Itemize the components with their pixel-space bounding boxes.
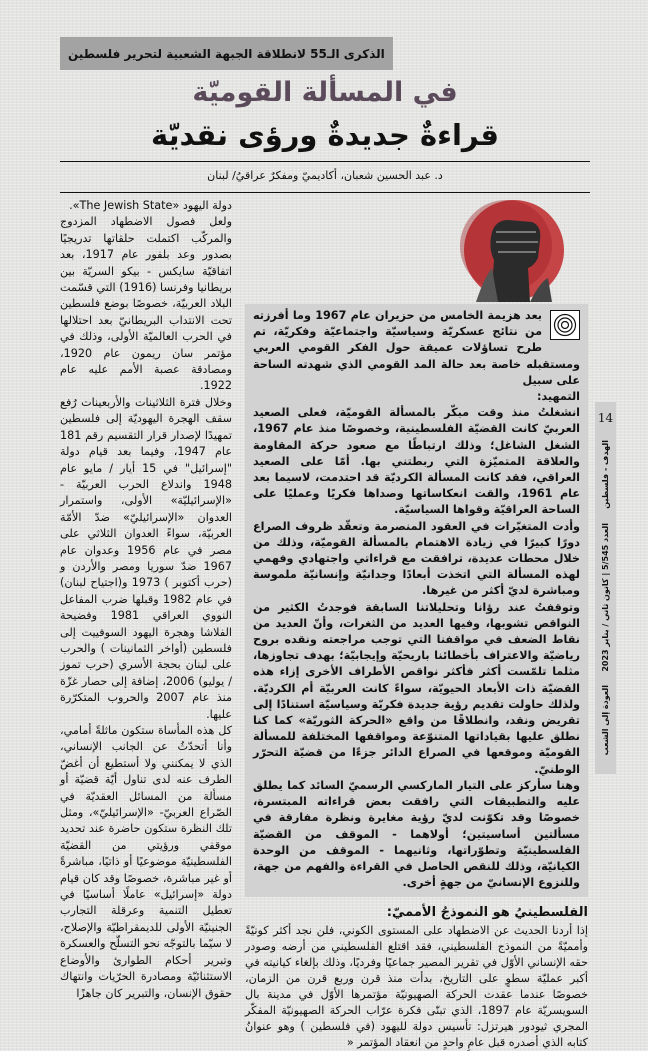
section-kicker: الذكرى الـ55 لانطلاقة الجبهة الشعبية لتحرير فلسطين: [60, 37, 393, 70]
paragraph: وتوقفتُ عند رؤانا وتحليلاتنا السابقة فوجدتُ الكثير من النواقص تشوبها، وفيها العديد من الثغرات، وأنّ العديد من نقاط الضعف في مواقفنا التي توجب مراجعته ونقده بروح رياضيّة والاعتراف بأخطائنا باريحيّة وإيجابيّة؛ بهدف تجاوزها، مثلما تلمّست أكثر فأكثر نواقص الأطراف الأخرى إزاء هذه القضيّة ذات الأبعاد الحيويّة، سواءً كانت العربيّة أم الكرديّة. ولذلك حاولت تقديم رؤية جديدة فكريّة وسياسيّة استنادًا إلى تقريض ونقد، وانطلاقًا من واقع «الحركة الثوريّة» كما كنا نطلق عليها بقياداتها المتنوّعة ومواقفها المختلفة للمسألة القوميّة وموقعها في الصراع الدائر جزءًا من قضيّة التحرّر الوطنيّ.: [253, 600, 580, 776]
divider: [60, 161, 590, 162]
issue-label: العدد 5/545 | كانون ثاني / يناير 2023: [601, 522, 610, 672]
paragraph: إذا أردنا الحديث عن الاضطهاد على المستوى الكوني، فلن نجد أكثر كونيّةً وأمميّةً من النموذج الفلسطيني، فقد اقتلع الفلسطيني من أرضه وصودر حقه الإنساني الأوّل في تقرير المصير جماعيًا وفرديًا، وذلك بإلغاء كيانيته في أكبر عمليّة سطوٍ على التاريخ، بدأت منذ قرن وربع قرن من الزمان، خصوصًا عندما عقدت الحركة الصهيونيّة مؤتمرها الأوّل في مدينة بال السويسريّة عام 1897، الذي تبنّى فكرة عرّاب الحركة الصهيونيّة المفكّر المجري ثيودور هيرتزل: تأسيس دولة لليهود (في فلسطين ) وهو عنوانُ كتابه الذي أصدره قبل عامٍ واحدٍ من انعقاد المؤتمر «: [245, 924, 589, 1050]
page-number: 14: [597, 411, 614, 425]
left-column: [60, 198, 232, 1002]
paragraph: كل هذه المأساة ستكون ماثلةً أمامي، وأنا أتحدّثُ عن الجانب الإنساني، الذي لا يمكنني ولا أستطيع أن أغضّ الطرف عنه لدى تناول أيّة قضيّة أو مسألة من المسائل العقديّة في الصّراع العربيّ- «الإسرائيليّ»، ومثل تلك النظرة ستكون حاضرة عند تحديد موقفي ورؤيتي من القضيّة الفلسطينيّة موضوعيًا أو ذاتيًا، مباشرةً أو غير مباشرة، خصوصًا وقد كان قيام دولة «إسرائيل» عاملًا أساسيًا في تعطيل التنمية وعرقلة التجارب الجنينيّة الأولى للديمقراطيّة والإصلاح، لا سيّما بالتوجّه نحو التسلّح والعسكرة وتبرير أحكام الطوارئ والأوضاع الاستثنائيّة ومصادرة الحرّيات وانتهاك حقوق الإنسان، والتبرير كان جاهزًا: [60, 724, 232, 1000]
section-heading: الفلسطينيُ هو النموذجُ الأمميّ:: [386, 905, 588, 921]
paragraph: وخلال فترة الثلاثينات والأربعينات رُفع سقف الهجرة اليهوديّة إلى فلسطين تمهيدًا لإصدار قرار التقسيم رقم 181 عام 1947، وفيما بعد قيام دولة "إسرائيل" في 15 أيار / مايو عام 1948 واندلاع الحرب العربيّة - «الإسرائيليّة» الأولى، واستمرار العدوان «الإسرائيليّ» ضدّ الأمّة العربيّة، سواءً العدوان الثلاثي على مصر في عام 1956 وعدوان عام 1967 ضدّ سوريا ومصر والأردن و (حرب أكتوبر ) 1973 و(اجتياح لبنان) في عام 1982 وقبلها ضرب المفاعل النووي العراقي 1981 وفضيحة الفلاشا وهجرة اليهود السوفييت إلى فلسطين (أواخر الثمانينات ) والحرب على لبنان بحجة الأسري (حرب تموز / يوليو) 2006، إضافة إلى حصار غزّة منذ عام 2007 والحروب المتكرّرة عليها.: [60, 395, 233, 721]
right-column: [245, 198, 588, 1051]
paragraph: انشغلتُ منذ وقت مبكّر بالمسألة القوميّة، فعلى الصعيد العربيّ كانت القضيّة الفلسطينية، وخصوصًا منذ عام 1967، الشغل الشاغل؛ وذلك ارتباطًا مع صعود حركة المقاومة والعلاقة المتميّزة التي ربطتني بها. أمّا على الصعيد العراقي، فقد كانت المسألة الكرديّة قد احتدمت، لاسيما بعد عام 1961، والقت انعكاساتها وصداها فكريًا وعمليًا على الساحة العراقيّة وقواها السياسيّة.: [253, 406, 580, 517]
paragraph: وهنا سأركز على التيار الماركسي الرسميّ السائد كما يطلق عليه والتطبيقات التي رافقت بعض قراءاته المبتسرة، خصوصًا وقد تكوّنت لديّ رؤية مغايرة ونظرة مفارقة في مسألتين أساسيتين؛ أولاهما - الموقف من القضيّة الفلسطينيّة وتطوّراتها، وثانيهما - الموقف من الوحدة الكيانيّة، وذلك للنقص الحاصل في القراءة والفهم من جهة، وللنزوع الإنسانيّ من جهةٍ أخرى.: [253, 778, 580, 890]
concentric-circles-icon: [550, 310, 580, 340]
divider: [60, 192, 590, 193]
title-line-1: في المسألة القوميّة: [192, 77, 458, 108]
raised-fist-illustration: [436, 198, 588, 302]
sidebar-strip: [595, 402, 616, 774]
article-title: [60, 72, 590, 156]
lead-paragraph: بعد هزيمة الخامس من حزيران عام 1967 وما أفرزته من نتائج عسكريّة وسياسيّة واجتماعيّة وفكريّة، تم طرح تساؤلات عميقة حول الفكر القومي العربي ومستقبله خاصة بعد حالة المد القومي الذي شهدته الساحة على سبيل: [253, 309, 580, 387]
title-line-2: قراءةٌ جديدةٌ ورؤى نقديّة: [151, 118, 499, 152]
paragraph: دولة اليهود «The Jewish State».: [69, 199, 232, 212]
intro-box: [245, 304, 588, 897]
sidebar-section-name: العودة إلى الشعب: [601, 685, 610, 756]
paragraph: ولعل فصول الاضطهاد المزدوج والمركّب اكتملت حلقاتها تدريجيًا بصدور وعد بلفور عام 1917، بعد اتفاقيّة سايكس - بيكو السريّة بين بريطانيا وفرنسا (1916) التي قسّمت البلاد العربيّة، خصوصًا بوضع فلسطين تحت الانتداب البريطانيّ بعد احتلالها في الحرب العالميّة الأولى، وذلك في مؤتمر سان ريمون عام 1920، ومصادقة عصبة الأمم عليه عام 1922.: [60, 215, 232, 393]
article-section: [245, 903, 588, 1051]
byline: د. عبد الحسين شعبان، أكاديميّ ومفكرٌ عراقيُ/ لبنان: [207, 169, 443, 182]
magazine-name: الهدف - فلسطين: [601, 440, 610, 509]
paragraph: وأدت المتغيّرات في العقود المنصرمة وتعقّد ظروف الصراع دورًا كبيرًا في زيادة الاهتمام بالمسألة القوميّة، وذلك من خلال محطات عديدة، ترافقت مع قراءاتي واجتهادي وفهمي لهذه المسألة التي اتخذت أبعادًا وجدانيّة وإنسانيّة ملموسة ومباشرة لديّ أكثر من غيرها.: [253, 519, 580, 598]
subheading: التمهيد:: [537, 390, 580, 404]
article-body: [60, 198, 588, 1051]
